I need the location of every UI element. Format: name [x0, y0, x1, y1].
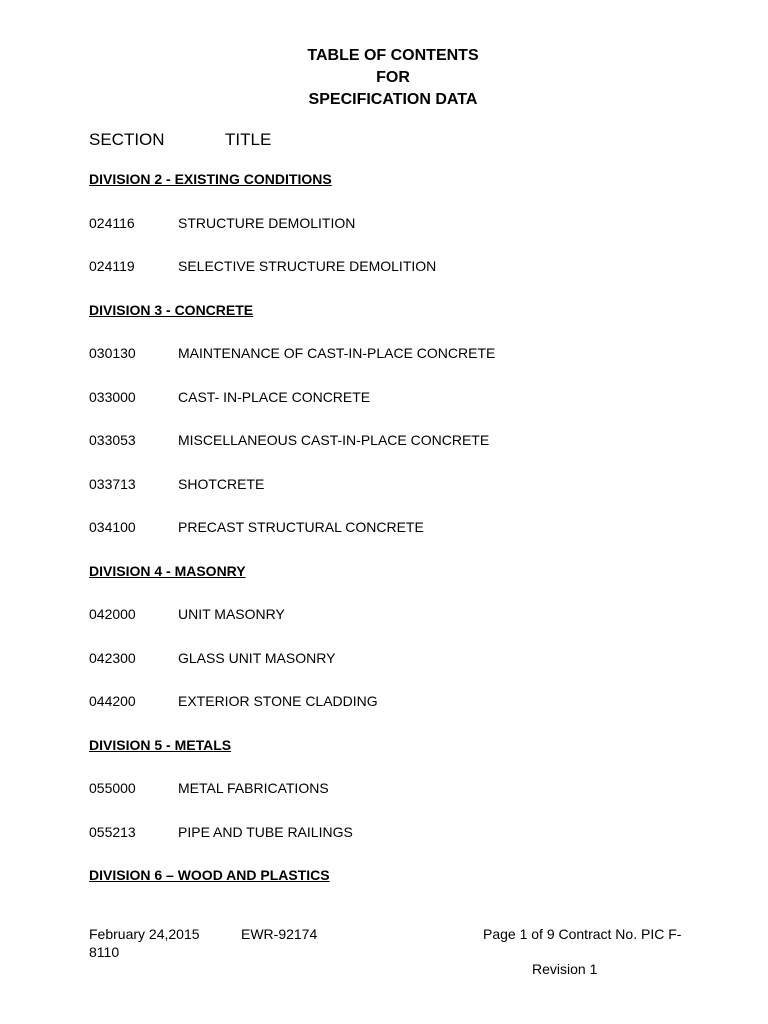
section-number: 042000 — [89, 606, 136, 622]
section-title: CAST- IN-PLACE CONCRETE — [178, 388, 371, 405]
footer-page-contract: Page 1 of 9 Contract No. PIC F- — [483, 926, 682, 942]
division-heading: DIVISION 4 - MASONRY — [89, 562, 246, 579]
section-number: 033713 — [89, 475, 136, 492]
section-title: SHOTCRETE — [178, 475, 265, 492]
section-number: 055213 — [89, 823, 136, 840]
column-header-title: TITLE — [225, 130, 272, 149]
section-number: 055000 — [89, 780, 136, 796]
title-line-2: FOR — [376, 69, 410, 86]
footer-date-continued: 8110 — [89, 944, 120, 960]
section-number: 042300 — [89, 649, 136, 666]
section-title: UNIT MASONRY — [178, 606, 285, 622]
section-title: PIPE AND TUBE RAILINGS — [178, 823, 353, 840]
division-heading: DIVISION 2 - EXISTING CONDITIONS — [89, 171, 332, 187]
section-title: SELECTIVE STRUCTURE DEMOLITION — [178, 258, 437, 274]
section-title: STRUCTURE DEMOLITION — [178, 214, 356, 231]
title-line-1: TABLE OF CONTENTS — [307, 47, 479, 64]
document-title — [0, 45, 768, 111]
section-number: 044200 — [89, 693, 136, 709]
section-title: PRECAST STRUCTURAL CONCRETE — [178, 519, 424, 535]
section-number: 030130 — [89, 345, 136, 361]
footer-revision: Revision 1 — [532, 961, 598, 977]
footer-date: February 24,2015 — [89, 926, 200, 942]
section-number: 033000 — [89, 388, 136, 405]
section-title: MISCELLANEOUS CAST-IN-PLACE CONCRETE — [178, 432, 490, 448]
section-number: 033053 — [89, 432, 136, 448]
footer-doc-number: EWR-92174 — [241, 926, 318, 942]
division-heading: DIVISION 6 – WOOD AND PLASTICS — [89, 867, 330, 883]
section-number: 024116 — [89, 214, 135, 231]
section-title: EXTERIOR STONE CLADDING — [178, 693, 378, 709]
title-line-3: SPECIFICATION DATA — [308, 91, 478, 108]
column-header-section: SECTION — [89, 130, 165, 149]
section-number: 034100 — [89, 519, 136, 535]
section-title: GLASS UNIT MASONRY — [178, 649, 336, 666]
section-number: 024119 — [89, 258, 135, 274]
section-title: MAINTENANCE OF CAST-IN-PLACE CONCRETE — [178, 345, 496, 361]
division-heading: DIVISION 5 - METALS — [89, 736, 232, 753]
division-heading: DIVISION 3 - CONCRETE — [89, 301, 254, 318]
section-title: METAL FABRICATIONS — [178, 780, 329, 796]
